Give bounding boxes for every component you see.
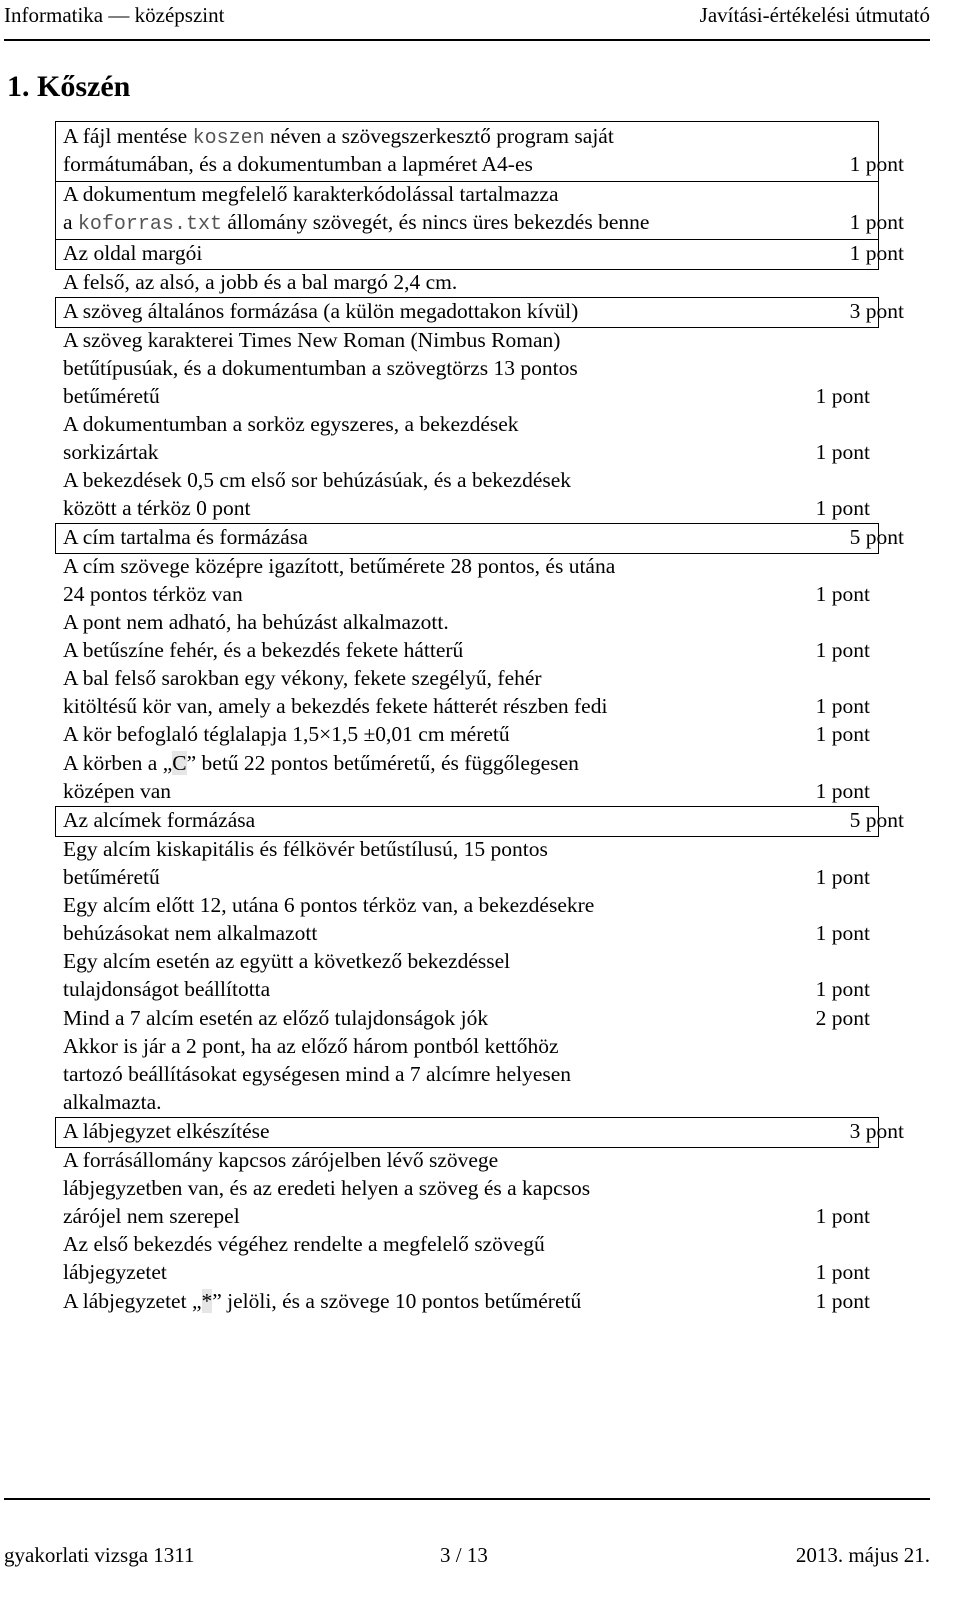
section-points: 3 pont xyxy=(849,1119,904,1143)
criteria-line xyxy=(63,1117,270,1145)
section-points: 1 pont xyxy=(849,241,904,265)
criterion-points: 1 pont xyxy=(815,779,870,803)
criteria-line xyxy=(63,239,202,267)
highlighted-char: C xyxy=(172,751,187,775)
criteria-text: A bekezdések 0,5 cm első sor behúzásúak, és a bekezdések xyxy=(63,468,572,492)
criteria-text: betűméretű xyxy=(63,865,160,889)
section-points: 3 pont xyxy=(849,299,904,323)
criteria-text: formátumában, és a dokumentumban a lapméret A4-es xyxy=(63,152,533,176)
criterion-points: 1 pont xyxy=(815,1260,870,1284)
criteria-line xyxy=(63,326,560,354)
criteria-text: A szöveg általános formázása (a külön megadottakon kívül) xyxy=(63,299,579,323)
criterion-points: 1 pont xyxy=(815,1289,870,1313)
criteria-text: sorkizártak xyxy=(63,440,159,464)
footer-date: 2013. május 21. xyxy=(795,1543,930,1567)
criteria-line xyxy=(63,1287,581,1315)
criterion-points: 1 pont xyxy=(815,722,870,746)
criteria-text: Az alcímek formázása xyxy=(63,808,256,832)
criteria-text: A dokumentumban a sorköz egyszeres, a bekezdések xyxy=(63,412,519,436)
criteria-text: A körben a „ xyxy=(63,751,173,775)
criteria-line xyxy=(63,1004,488,1032)
criteria-line xyxy=(63,122,614,153)
filename-code: koszen xyxy=(192,127,265,150)
criteria-line xyxy=(63,891,594,919)
footer-left: gyakorlati vizsga 1311 xyxy=(4,1543,195,1567)
criteria-text: Az oldal margói xyxy=(63,241,203,265)
criteria-text: Akkor is jár a 2 pont, ha az előző három pontból kettőhöz xyxy=(63,1034,559,1058)
criteria-text: a xyxy=(63,210,78,234)
criteria-line xyxy=(63,947,510,975)
criterion-points: 2 pont xyxy=(815,1006,870,1030)
footer-rule xyxy=(4,1498,930,1500)
criterion-points: 1 pont xyxy=(815,977,870,1001)
criteria-line xyxy=(63,720,510,748)
criteria-line xyxy=(63,466,571,494)
criterion-points: 1 pont xyxy=(815,1204,870,1228)
criteria-text: középen van xyxy=(63,779,172,803)
criteria-line xyxy=(63,580,243,608)
criteria-text: A cím szövege középre igazított, betűmérete 28 pontos, és utána xyxy=(63,554,616,578)
criteria-text: Egy alcím esetén az együtt a következő bekezdéssel xyxy=(63,949,511,973)
criteria-line xyxy=(63,1258,167,1286)
criterion-points: 1 pont xyxy=(815,582,870,606)
criteria-text: A betűszíne fehér, és a bekezdés fekete hátterű xyxy=(63,638,464,662)
footer-page-number: 3 / 13 xyxy=(440,1543,488,1567)
criteria-text: betűtípusúak, és a dokumentumban a szövegtörzs 13 pontos xyxy=(63,356,578,380)
criteria-line xyxy=(63,749,579,777)
criteria-text: ” betű 22 pontos betűméretű, és függőlegesen xyxy=(186,751,579,775)
header-right: Javítási-értékelési útmutató xyxy=(699,3,930,27)
criteria-line xyxy=(63,919,317,947)
criteria-text: betűméretű xyxy=(63,384,160,408)
criteria-text: A dokumentum megfelelő karakterkódolással tartalmazza xyxy=(63,182,559,206)
criteria-line xyxy=(63,410,519,438)
criteria-text: alkalmazta. xyxy=(63,1090,162,1114)
criteria-text: néven a szövegszerkesztő program saját xyxy=(264,124,614,148)
criteria-text: Az első bekezdés végéhez rendelte a megfelelő szövegű xyxy=(63,1232,545,1256)
criteria-text: zárójel nem szerepel xyxy=(63,1204,240,1228)
criteria-text: A bal felső sarokban egy vékony, fekete szegélyű, fehér xyxy=(63,666,542,690)
criteria-text: A szöveg karakterei Times New Roman (Nimbus Roman) xyxy=(63,328,561,352)
criteria-line xyxy=(63,1088,161,1116)
criteria-line xyxy=(63,180,559,208)
criteria-line xyxy=(63,692,607,720)
criteria-line xyxy=(63,863,160,891)
criteria-text: lábjegyzetben van, és az eredeti helyen a szöveg és a kapcsos xyxy=(63,1176,591,1200)
criteria-line xyxy=(63,636,463,664)
header-left: Informatika — középszint xyxy=(4,3,225,27)
criteria-text: Mind a 7 alcím esetén az előző tulajdonságok jók xyxy=(63,1006,489,1030)
criteria-text: között a térköz 0 pont xyxy=(63,496,251,520)
criterion-points: 1 pont xyxy=(815,921,870,945)
criterion-points: 1 pont xyxy=(815,865,870,889)
criteria-line xyxy=(63,608,449,636)
criterion-points: 1 pont xyxy=(815,384,870,408)
criteria-line xyxy=(63,382,160,410)
criteria-text: A cím tartalma és formázása xyxy=(63,525,308,549)
criteria-line xyxy=(63,664,542,692)
criteria-line xyxy=(63,1146,498,1174)
criteria-text: 24 pontos térköz van xyxy=(63,582,243,606)
criteria-line xyxy=(63,150,533,178)
header-rule xyxy=(4,39,930,41)
criteria-text: A fájl mentése xyxy=(63,124,193,148)
criteria-text: behúzásokat nem alkalmazott xyxy=(63,921,318,945)
highlighted-char: * xyxy=(201,1289,213,1313)
section-title: 1. Kőszén xyxy=(7,70,131,103)
criterion-points: 1 pont xyxy=(815,496,870,520)
criterion-points: 1 pont xyxy=(815,638,870,662)
criteria-line xyxy=(63,208,649,239)
criteria-line xyxy=(63,1032,559,1060)
criteria-line xyxy=(63,438,159,466)
section-points: 5 pont xyxy=(849,525,904,549)
criteria-line xyxy=(63,268,457,296)
criteria-line xyxy=(63,494,250,522)
filename-code: koforras.txt xyxy=(77,213,222,236)
criteria-line xyxy=(63,354,578,382)
criteria-text: A lábjegyzet elkészítése xyxy=(63,1119,270,1143)
criteria-text: kitöltésű kör van, amely a bekezdés fekete hátterét részben fedi xyxy=(63,694,608,718)
section-points: 1 pont xyxy=(849,210,904,234)
criteria-line xyxy=(63,975,270,1003)
criteria-line xyxy=(63,777,171,805)
criterion-points: 1 pont xyxy=(815,694,870,718)
section-points: 5 pont xyxy=(849,808,904,832)
criteria-line xyxy=(63,835,548,863)
criteria-text: A pont nem adható, ha behúzást alkalmazott. xyxy=(63,610,449,634)
criteria-text: ” jelöli, és a szövege 10 pontos betűméretű xyxy=(212,1289,582,1313)
criterion-points: 1 pont xyxy=(815,440,870,464)
criteria-text: lábjegyzetet xyxy=(63,1260,167,1284)
criteria-text: Egy alcím előtt 12, utána 6 pontos térköz van, a bekezdésekre xyxy=(63,893,595,917)
criteria-line xyxy=(63,1202,240,1230)
criteria-text: tartozó beállításokat egységesen mind a 7 alcímre helyesen xyxy=(63,1062,572,1086)
criteria-line xyxy=(63,806,255,834)
criteria-line xyxy=(63,1060,571,1088)
section-points: 1 pont xyxy=(849,152,904,176)
criteria-text: A forrásállomány kapcsos zárójelben lévő szövege xyxy=(63,1148,499,1172)
criteria-line xyxy=(63,297,578,325)
criteria-text: Egy alcím kiskapitális és félkövér betűstílusú, 15 pontos xyxy=(63,837,548,861)
criteria-text: állomány szövegét, és nincs üres bekezdés benne xyxy=(221,210,650,234)
criteria-text: A felső, az alsó, a jobb és a bal margó 2,4 cm. xyxy=(63,270,458,294)
criteria-line xyxy=(63,1230,545,1258)
criteria-line xyxy=(63,552,615,580)
criteria-text: A kör befoglaló téglalapja 1,5×1,5 ±0,01 cm méretű xyxy=(63,722,510,746)
criteria-text: A lábjegyzetet „ xyxy=(63,1289,202,1313)
criteria-text: tulajdonságot beállította xyxy=(63,977,271,1001)
criteria-line xyxy=(63,523,308,551)
criteria-line xyxy=(63,1174,590,1202)
